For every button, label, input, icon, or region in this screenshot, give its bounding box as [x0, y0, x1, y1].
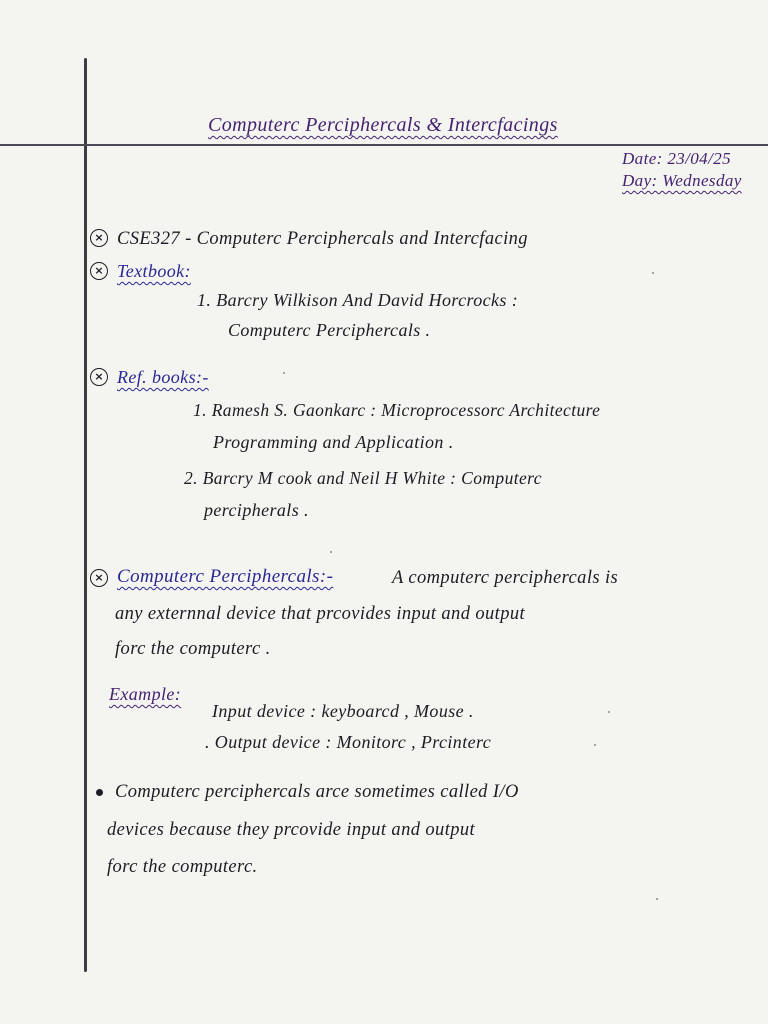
textbook-line: 1. Barcry Wilkison And David Horcrocks : — [197, 290, 519, 310]
paper-speck — [656, 898, 658, 900]
ref-book-line: Programming and Application . — [213, 432, 454, 452]
example-heading: Example: — [109, 684, 182, 704]
example-input-line: Input device : keyboarcd , Mouse . — [212, 701, 474, 721]
course-line: CSE327 - Computerc Perciphercals and Intercfacing — [117, 229, 528, 249]
definition-text: forc the computerc . — [115, 639, 271, 659]
paper-speck — [330, 551, 332, 553]
paper-speck — [608, 711, 610, 713]
cross-bullet-icon: × — [90, 368, 108, 386]
example-output-line: . Output device : Monitorc , Prcinterc — [205, 732, 492, 752]
definition-text: any externnal device that prcovides input and output — [115, 604, 526, 624]
day-label: Day: Wednesday — [622, 171, 742, 190]
margin-line — [84, 58, 87, 972]
paper-speck — [594, 744, 596, 746]
note-text: forc the computerc. — [107, 857, 258, 877]
header-rule — [0, 144, 768, 146]
bullet-dot-icon — [96, 789, 103, 796]
ref-book-line: percipherals . — [204, 500, 309, 520]
cross-bullet-icon: × — [90, 229, 108, 247]
paper-speck — [283, 372, 285, 374]
definition-heading: Computerc Perciphercals:- — [117, 566, 334, 587]
note-text: Computerc perciphercals arce sometimes called I/O — [115, 782, 519, 802]
ref-books-heading: Ref. books:- — [117, 367, 209, 387]
ref-book-line: 1. Ramesh S. Gaonkarc : Microprocessorc Architecture — [193, 400, 601, 420]
ref-book-line: 2. Barcry M cook and Neil H White : Computerc — [184, 468, 542, 488]
textbook-line: Computerc Perciphercals . — [228, 320, 431, 340]
note-text: devices because they prcovide input and output — [107, 820, 476, 840]
cross-bullet-icon: × — [90, 262, 108, 280]
paper-speck — [652, 272, 654, 274]
date-label: Date: 23/04/25 — [622, 149, 732, 168]
definition-text: A computerc perciphercals is — [392, 568, 619, 588]
textbook-heading: Textbook: — [117, 261, 191, 281]
cross-bullet-icon: × — [90, 569, 108, 587]
page-title: Computerc Perciphercals & Intercfacings — [208, 114, 558, 136]
